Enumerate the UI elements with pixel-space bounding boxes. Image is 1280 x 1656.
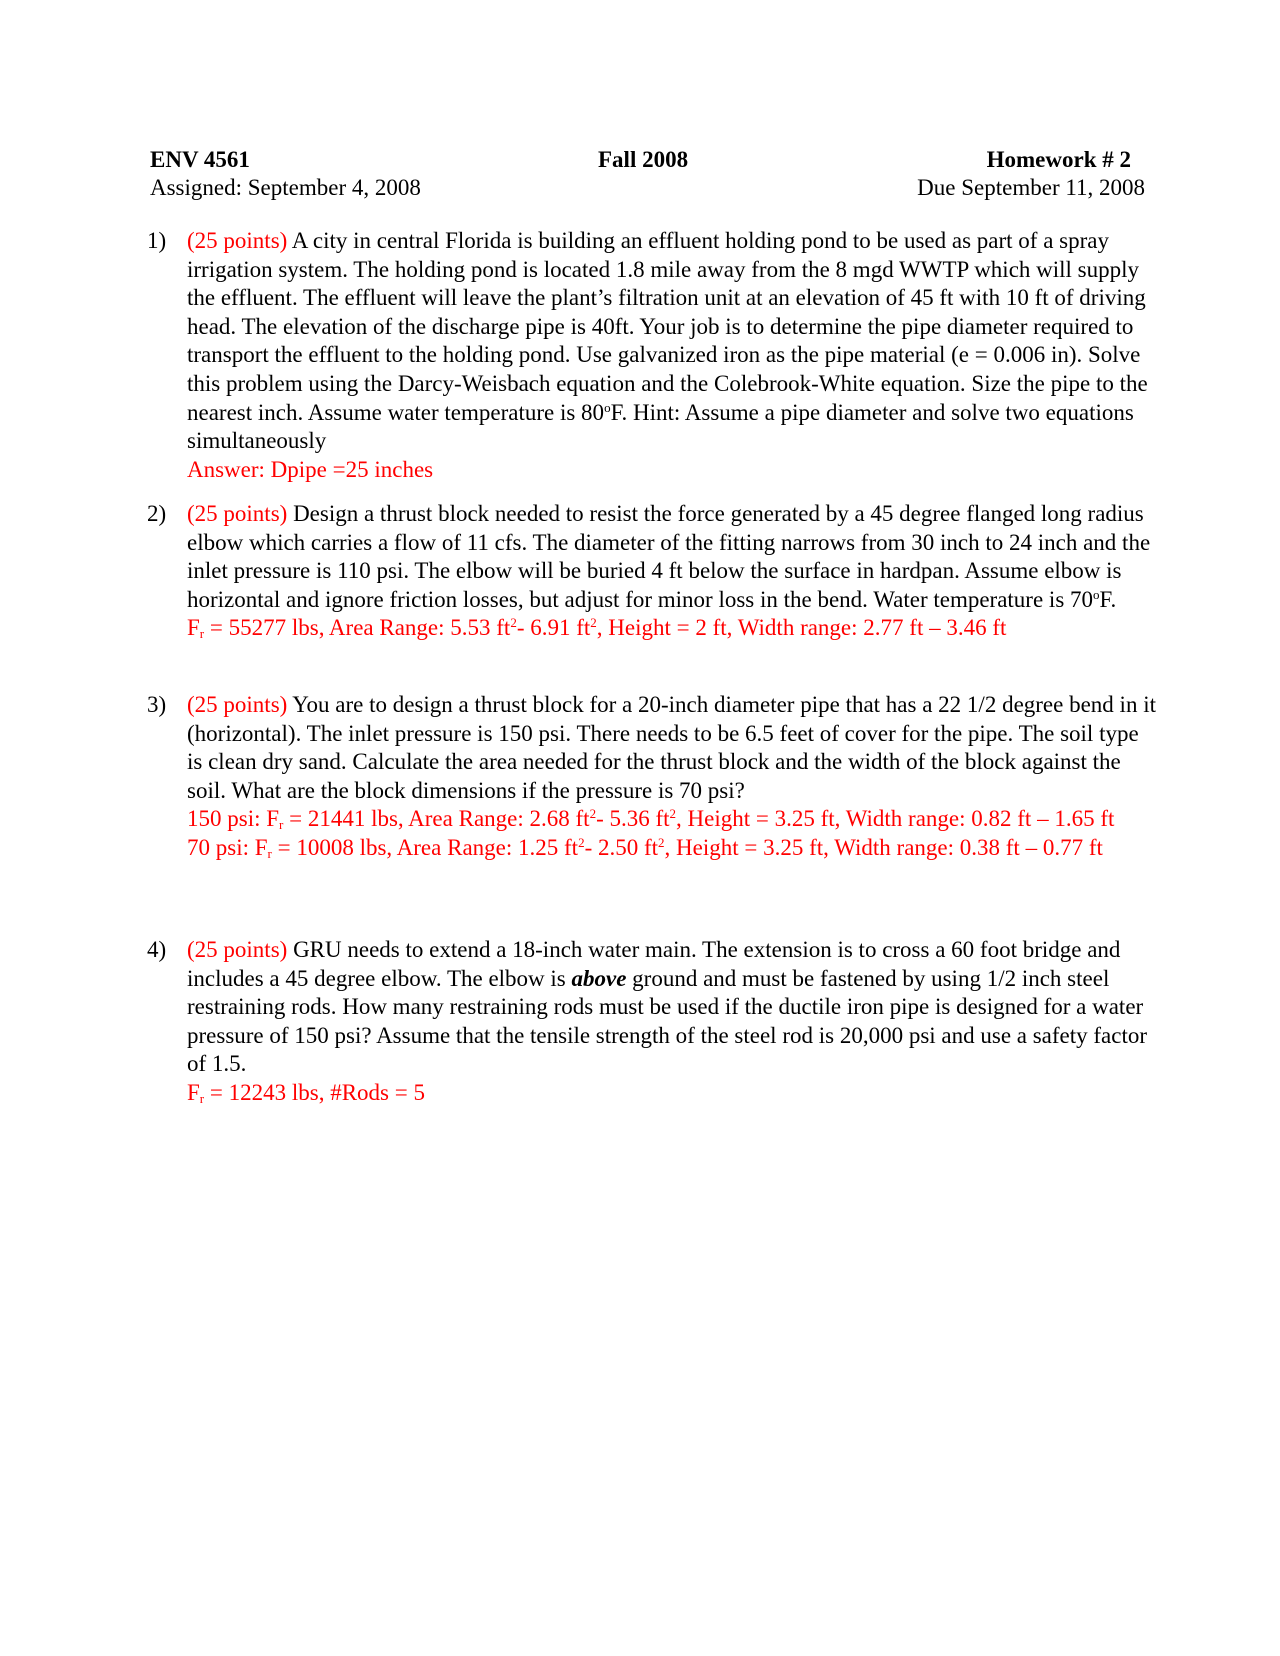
problem-points: (25 points)	[187, 501, 288, 526]
answer-superscript: 2	[658, 834, 665, 850]
answer-part: - 5.36 ft	[596, 806, 670, 832]
answer-part: , Height = 3.25 ft, Width range: 0.38 ft – 0.77 ft	[664, 834, 1103, 860]
homework-title: Homework # 2	[986, 147, 1131, 172]
answer-part: , Height = 2 ft, Width range: 2.77 ft – 3.46 ft	[596, 615, 1007, 641]
problem-4	[147, 936, 1157, 1108]
problem-2	[147, 500, 1157, 643]
answer-force-symbol: F	[187, 1079, 200, 1105]
problem-number: 3)	[147, 692, 167, 717]
answer-part: - 6.91 ft	[516, 615, 591, 641]
degree-symbol: o	[1093, 586, 1100, 602]
problem-text: Design a thrust block needed to resist the force generated by a 45 degree flanged long radius elbow which carries a flow of 11 cfs. The diameter of the fitting narrows from 30 inch to 24 inch and the inlet pressure is 110 psi. The elbow will be buried 4 ft below the surface in hardpan. Assume elbow is horizontal and ignore friction losses, but adjust for minor loss in the bend. Water temperature is 70	[187, 501, 1151, 612]
answer-part: 70 psi: F	[187, 834, 268, 860]
problem-text-cont: F.	[1099, 586, 1117, 612]
answer-part: , Height = 3.25 ft, Width range: 0.82 ft – 1.65 ft	[676, 806, 1115, 832]
answer-superscript: 2	[590, 615, 597, 631]
problem-answer-150psi	[187, 805, 1157, 834]
problem-body	[187, 936, 1157, 1108]
answer-part: = 21441 lbs, Area Range: 2.68 ft	[283, 806, 590, 832]
problem-answer	[187, 614, 1157, 643]
problem-points: (25 points)	[187, 692, 288, 717]
problem-text-cont: F. Hint: Assume a pipe diameter and solve two equations simultaneously	[187, 399, 1134, 454]
answer-part: = 55277 lbs, Area Range: 5.53 ft	[204, 615, 511, 641]
answer-force-symbol: F	[187, 615, 200, 641]
answer-superscript: 2	[510, 615, 517, 631]
problem-answer	[187, 1079, 1157, 1108]
problem-body	[187, 227, 1157, 484]
answer-part: = 10008 lbs, Area Range: 1.25 ft	[271, 834, 579, 860]
answer-subscript: r	[199, 1090, 205, 1106]
answer-superscript: 2	[578, 834, 585, 850]
problem-number: 4)	[147, 937, 167, 962]
problem-1	[147, 227, 1157, 484]
answer-superscript: 2	[589, 806, 597, 822]
answer-subscript: r	[199, 626, 205, 642]
problem-text: GRU needs to extend a 18-inch water main. The extension is to cross a 60 foot bridge and includes a 45 degree elbow. The elbow is	[187, 937, 1121, 991]
problem-body	[187, 500, 1157, 643]
problem-number: 1)	[147, 228, 167, 253]
answer-subscript: r	[279, 817, 284, 833]
answer-subscript: r	[267, 845, 272, 861]
problem-text-cont: ground and must be fastened by using 1/2 inch steel restraining rods. How many restraining rods must be used if the ductile iron pipe is designed for a water pressure of 150 psi? Assume that the tensile strength of the steel rod is 20,000 psi and use a safety factor of 1.5.	[187, 965, 1148, 1077]
answer-part: - 2.50 ft	[584, 834, 659, 860]
term: Fall 2008	[598, 147, 689, 172]
problem-points: (25 points)	[187, 937, 288, 962]
problem-answer: Answer: Dpipe =25 inches	[187, 456, 434, 482]
problem-answer-70psi	[187, 834, 1157, 863]
due-date: Due September 11, 2008	[917, 175, 1145, 200]
answer-part: 150 psi: F	[187, 806, 280, 832]
answer-part: = 12243 lbs, #Rods = 5	[204, 1079, 425, 1105]
problem-3	[147, 691, 1157, 863]
problem-text: A city in central Florida is building an effluent holding pond to be used as part of a spray irrigation system. The holding pond is located 1.8 mile away from the 8 mgd WWTP which will supply the effluent. The effluent will leave the plant’s filtration unit at an elevation of 45 ft with 10 ft of driving head. The elevation of the discharge pipe is 40ft. Your job is to determine the pipe diameter required to transport the effluent to the holding pond. Use galvanized iron as the pipe material (e = 0.006 in). Solve this problem using the Darcy-Weisbach equation and the Colebrook-White equation. Size the pipe to the nearest inch. Assume water temperature is 80	[187, 228, 1148, 425]
assigned-date: Assigned: September 4, 2008	[150, 175, 421, 200]
problem-text: You are to design a thrust block for a 20-inch diameter pipe that has a 22 1/2 degree bend in it (horizontal). The inlet pressure is 150 psi. There needs to be 6.5 feet of cover for the pipe. The soil type is clean dry sand. Calculate the area needed for the thrust block and the width of the block against the soil. What are the block dimensions if the pressure is 70 psi?	[187, 692, 1156, 803]
emphasis-text: above	[571, 965, 627, 991]
problem-points: (25 points)	[187, 228, 288, 253]
course-code: ENV 4561	[150, 147, 250, 172]
answer-superscript: 2	[669, 806, 677, 822]
problem-number: 2)	[147, 501, 167, 526]
degree-symbol: o	[604, 399, 611, 415]
problem-body	[187, 691, 1157, 863]
